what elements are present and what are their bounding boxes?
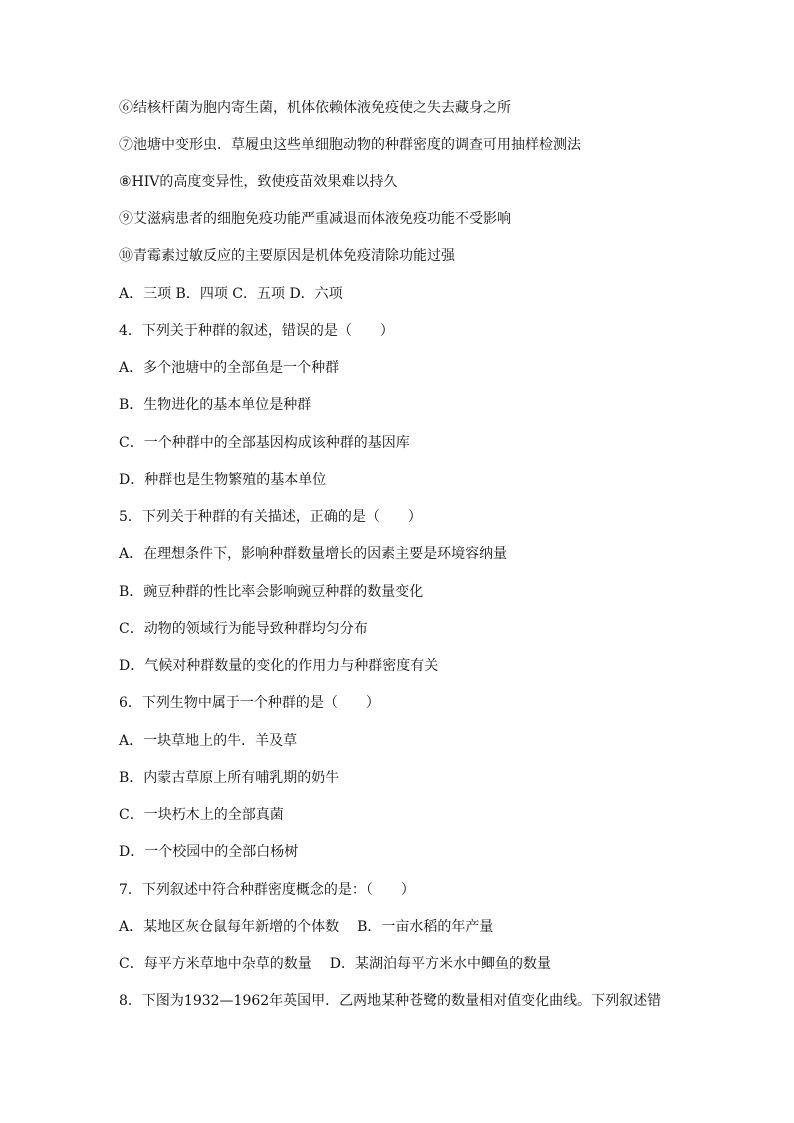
q8-stem: 8．下图为1932—1962年英国甲．乙两地某种苍鹭的数量相对值变化曲线。下列叙述错 xyxy=(119,993,662,1009)
q6-option-a: A．一块草地上的牛．羊及草 xyxy=(119,733,298,749)
q5-option-d: D．气候对种群数量的变化的作用力与种群密度有关 xyxy=(119,658,439,674)
q5-option-c: C．动物的领域行为能导致种群均匀分布 xyxy=(119,621,368,637)
q7-stem: 7．下列叙述中符合种群密度概念的是：（ ） xyxy=(119,882,415,898)
q6-option-c: C．一块朽木上的全部真菌 xyxy=(119,807,284,823)
q7-option-b: B．一亩水稻的年产量 xyxy=(357,919,494,935)
statement-7: ⑦池塘中变形虫．草履虫这些单细胞动物的种群密度的调查可用抽样检测法 xyxy=(119,137,581,153)
q7-options-row-2 xyxy=(119,954,719,974)
q5-option-b: B．豌豆种群的性比率会影响豌豆种群的数量变化 xyxy=(119,584,424,600)
q6-option-d: D．一个校园中的全部白杨树 xyxy=(119,844,299,860)
q7-option-c: C．每平方米草地中杂草的数量 xyxy=(119,956,312,972)
q3-options: A．三项 B．四项 C．五项 D．六项 xyxy=(119,286,343,302)
q7-option-d: D．某湖泊每平方米水中鲫鱼的数量 xyxy=(329,956,551,972)
q6-option-b: B．内蒙古草原上所有哺乳期的奶牛 xyxy=(119,770,340,786)
q5-option-a: A．在理想条件下，影响种群数量增长的因素主要是环境容纳量 xyxy=(119,546,508,562)
q4-option-b: B．生物进化的基本单位是种群 xyxy=(119,397,312,413)
q4-option-d: D．种群也是生物繁殖的基本单位 xyxy=(119,472,327,488)
q5-stem: 5．下列关于种群的有关描述，正确的是（ ） xyxy=(119,509,422,525)
statement-9: ⑨艾滋病患者的细胞免疫功能严重减退而体液免疫功能不受影响 xyxy=(119,211,511,227)
statement-8: ⑧HIV的高度变异性，致使疫苗效果难以持久 xyxy=(119,174,398,190)
q7-option-a: A．某地区灰仓鼠每年新增的个体数 xyxy=(119,919,340,935)
statement-6: ⑥结核杆菌为胞内寄生菌，机体依赖体液免疫使之失去藏身之所 xyxy=(119,100,511,116)
q4-stem: 4．下列关于种群的叙述，错误的是（ ） xyxy=(119,323,394,339)
q4-option-a: A．多个池塘中的全部鱼是一个种群 xyxy=(119,360,340,376)
q6-stem: 6．下列生物中属于一个种群的是（ ） xyxy=(119,695,380,711)
q4-option-c: C．一个种群中的全部基因构成该种群的基因库 xyxy=(119,435,410,451)
q7-options-row-1 xyxy=(119,917,719,937)
statement-10: ⑩青霉素过敏反应的主要原因是机体免疫清除功能过强 xyxy=(119,248,455,264)
